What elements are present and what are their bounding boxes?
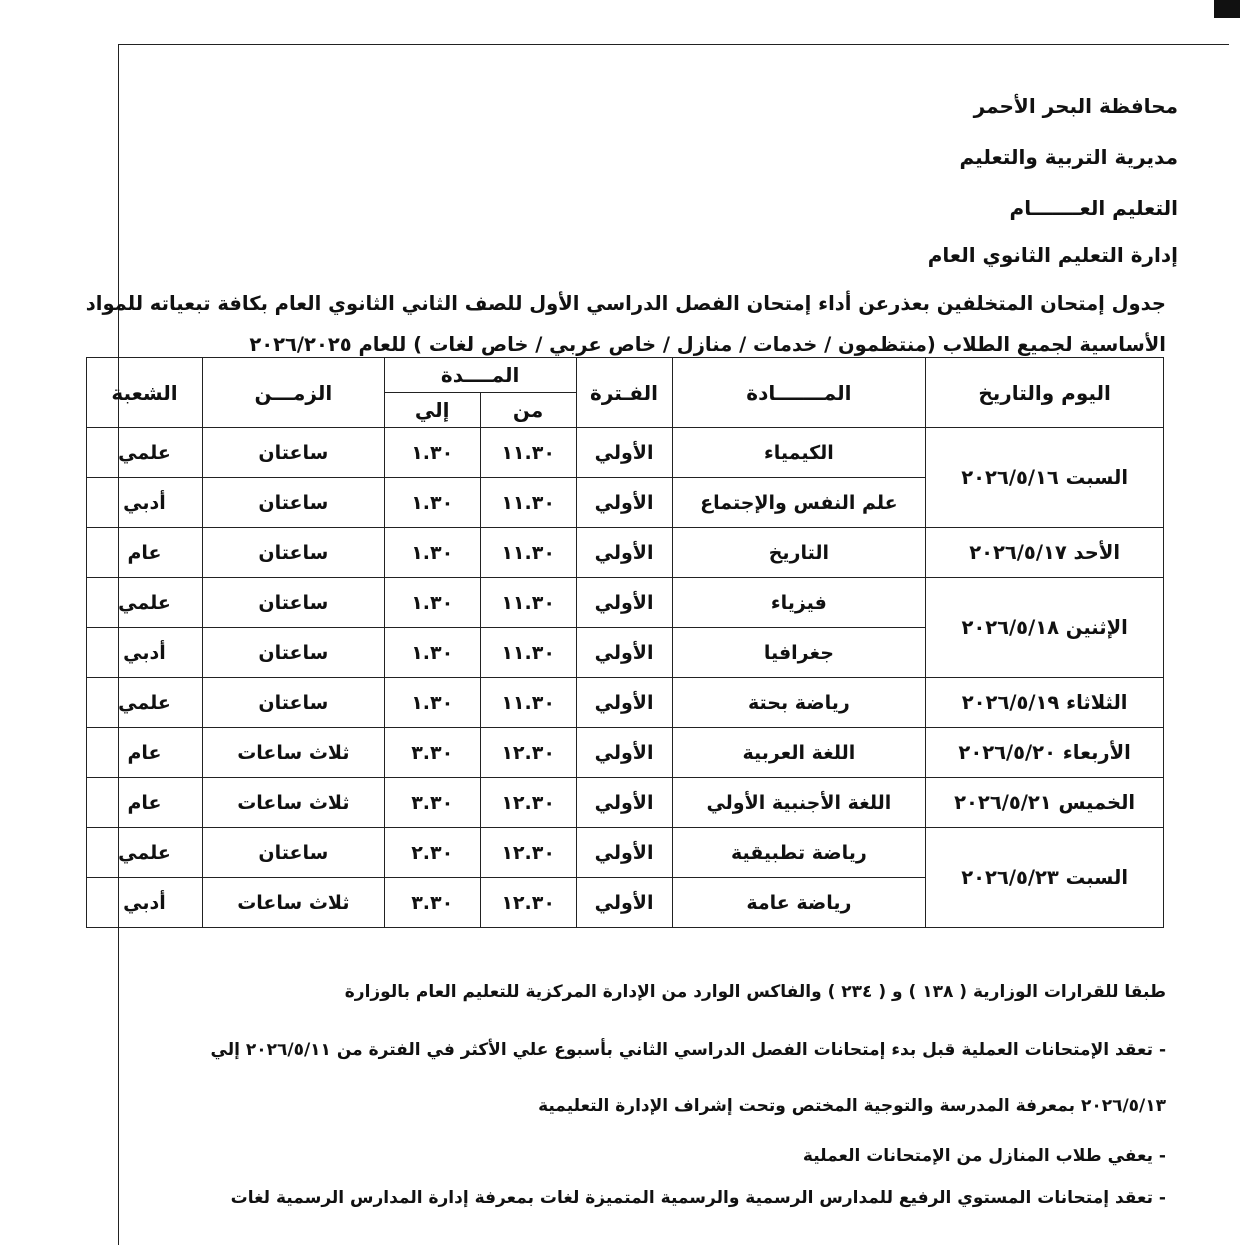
period-cell: الأولي: [576, 728, 672, 778]
from-cell: ١٢.٣٠: [480, 778, 576, 828]
period-cell: الأولي: [576, 478, 672, 528]
period-cell: الأولي: [576, 428, 672, 478]
department-name: التعليم العـــــــام: [1009, 196, 1178, 220]
subject-cell: اللغة الأجنبية الأولي: [672, 778, 926, 828]
from-cell: ١١.٣٠: [480, 578, 576, 628]
table-row: [87, 828, 1164, 878]
day-date-cell: الأحد ٢٠٢٦/٥/١٧: [926, 528, 1164, 578]
period-cell: الأولي: [576, 628, 672, 678]
from-cell: ١٢.٣٠: [480, 828, 576, 878]
branch-cell: علمي: [87, 578, 203, 628]
time-cell: ساعتان: [202, 428, 384, 478]
to-cell: ٣.٣٠: [384, 778, 480, 828]
to-cell: ١.٣٠: [384, 528, 480, 578]
time-cell: ساعتان: [202, 528, 384, 578]
day-date-cell: الثلاثاء ٢٠٢٦/٥/١٩: [926, 678, 1164, 728]
to-cell: ٣.٣٠: [384, 728, 480, 778]
scan-corner-mark: [1214, 0, 1240, 18]
time-cell: ساعتان: [202, 828, 384, 878]
time-cell: ثلاث ساعات: [202, 778, 384, 828]
branch-cell: عام: [87, 778, 203, 828]
to-cell: ٣.٣٠: [384, 878, 480, 928]
time-cell: ساعتان: [202, 478, 384, 528]
table-row: [87, 678, 1164, 728]
table-row: [87, 428, 1164, 478]
subject-cell: التاريخ: [672, 528, 926, 578]
day-date-cell: السبت ٢٠٢٦/٥/٢٣: [926, 828, 1164, 928]
header-day-date: اليوم والتاريخ: [926, 358, 1164, 428]
from-cell: ١١.٣٠: [480, 678, 576, 728]
subject-cell: اللغة العربية: [672, 728, 926, 778]
header-branch: الشعبة: [87, 358, 203, 428]
to-cell: ١.٣٠: [384, 678, 480, 728]
from-cell: ١١.٣٠: [480, 628, 576, 678]
to-cell: ١.٣٠: [384, 578, 480, 628]
header-period: الفـترة: [576, 358, 672, 428]
time-cell: ثلاث ساعات: [202, 728, 384, 778]
branch-cell: أدبي: [87, 628, 203, 678]
branch-cell: علمي: [87, 828, 203, 878]
exam-schedule-table: [86, 357, 1164, 928]
branch-cell: عام: [87, 528, 203, 578]
day-date-cell: السبت ٢٠٢٦/٥/١٦: [926, 428, 1164, 528]
subject-cell: رياضة تطبيقية: [672, 828, 926, 878]
note-practical-exams: - تعقد الإمتحانات العملية قبل بدء إمتحانات الفصل الدراسي الثاني بأسبوع علي الأكثر في الفترة من ٢٠٢٦/٥/١١ إلي: [210, 1040, 1166, 1060]
table-row: [87, 578, 1164, 628]
day-date-cell: الأربعاء ٢٠٢٦/٥/٢٠: [926, 728, 1164, 778]
time-cell: ساعتان: [202, 678, 384, 728]
to-cell: ٢.٣٠: [384, 828, 480, 878]
from-cell: ١١.٣٠: [480, 528, 576, 578]
period-cell: الأولي: [576, 578, 672, 628]
note-high-level-exams: - تعقد إمتحانات المستوي الرفيع للمدارس الرسمية والرسمية المتميزة لغات بمعرفة إدارة المدارس الرسمية لغات: [230, 1188, 1166, 1208]
to-cell: ١.٣٠: [384, 428, 480, 478]
schedule-title-line1: جدول إمتحان المتخلفين بعذرعن أداء إمتحان الفصل الدراسي الأول للصف الثاني الثانوي العام بكافة تبعياته للمواد: [85, 292, 1166, 315]
header-time: الزمـــن: [202, 358, 384, 428]
period-cell: الأولي: [576, 778, 672, 828]
branch-cell: علمي: [87, 428, 203, 478]
subject-cell: فيزياء: [672, 578, 926, 628]
from-cell: ١٢.٣٠: [480, 878, 576, 928]
from-cell: ١١.٣٠: [480, 428, 576, 478]
period-cell: الأولي: [576, 678, 672, 728]
note-practical-exams-cont: ٢٠٢٦/٥/١٣ بمعرفة المدرسة والتوجية المختص وتحت إشراف الإدارة التعليمية: [538, 1096, 1166, 1116]
to-cell: ١.٣٠: [384, 628, 480, 678]
header-to: إلي: [384, 393, 480, 428]
branch-cell: أدبي: [87, 478, 203, 528]
period-cell: الأولي: [576, 828, 672, 878]
table-row: [87, 528, 1164, 578]
time-cell: ثلاث ساعات: [202, 878, 384, 928]
administration-name: إدارة التعليم الثانوي العام: [927, 243, 1178, 267]
time-cell: ساعتان: [202, 578, 384, 628]
time-cell: ساعتان: [202, 628, 384, 678]
subject-cell: علم النفس والإجتماع: [672, 478, 926, 528]
branch-cell: أدبي: [87, 878, 203, 928]
branch-cell: عام: [87, 728, 203, 778]
subject-cell: رياضة عامة: [672, 878, 926, 928]
note-ministerial-decisions: طبقا للقرارات الوزارية ( ١٣٨ ) و ( ٢٣٤ ) والفاكس الوارد من الإدارة المركزية للتعليم العام بالوزارة: [344, 982, 1166, 1002]
day-date-cell: الإثنين ٢٠٢٦/٥/١٨: [926, 578, 1164, 678]
period-cell: الأولي: [576, 878, 672, 928]
subject-cell: جغرافيا: [672, 628, 926, 678]
table-row: [87, 778, 1164, 828]
schedule-title-line2: الأساسية لجميع الطلاب (منتظمون / خدمات / منازل / خاص عربي / خاص لغات ) للعام ٢٠٢٦/٢٠٢٥: [249, 333, 1166, 356]
header-duration: المــــدة: [384, 358, 576, 393]
directorate-name: مديرية التربية والتعليم: [959, 145, 1178, 169]
table-row: [87, 728, 1164, 778]
table-header-row: [87, 358, 1164, 393]
from-cell: ١٢.٣٠: [480, 728, 576, 778]
subject-cell: رياضة بحتة: [672, 678, 926, 728]
to-cell: ١.٣٠: [384, 478, 480, 528]
subject-cell: الكيمياء: [672, 428, 926, 478]
day-date-cell: الخميس ٢٠٢٦/٥/٢١: [926, 778, 1164, 828]
from-cell: ١١.٣٠: [480, 478, 576, 528]
period-cell: الأولي: [576, 528, 672, 578]
header-subject: المـــــــادة: [672, 358, 926, 428]
branch-cell: علمي: [87, 678, 203, 728]
header-from: من: [480, 393, 576, 428]
note-home-students: - يعفي طلاب المنازل من الإمتحانات العملية: [802, 1146, 1166, 1166]
governorate-name: محافظة البحر الأحمر: [973, 94, 1178, 118]
